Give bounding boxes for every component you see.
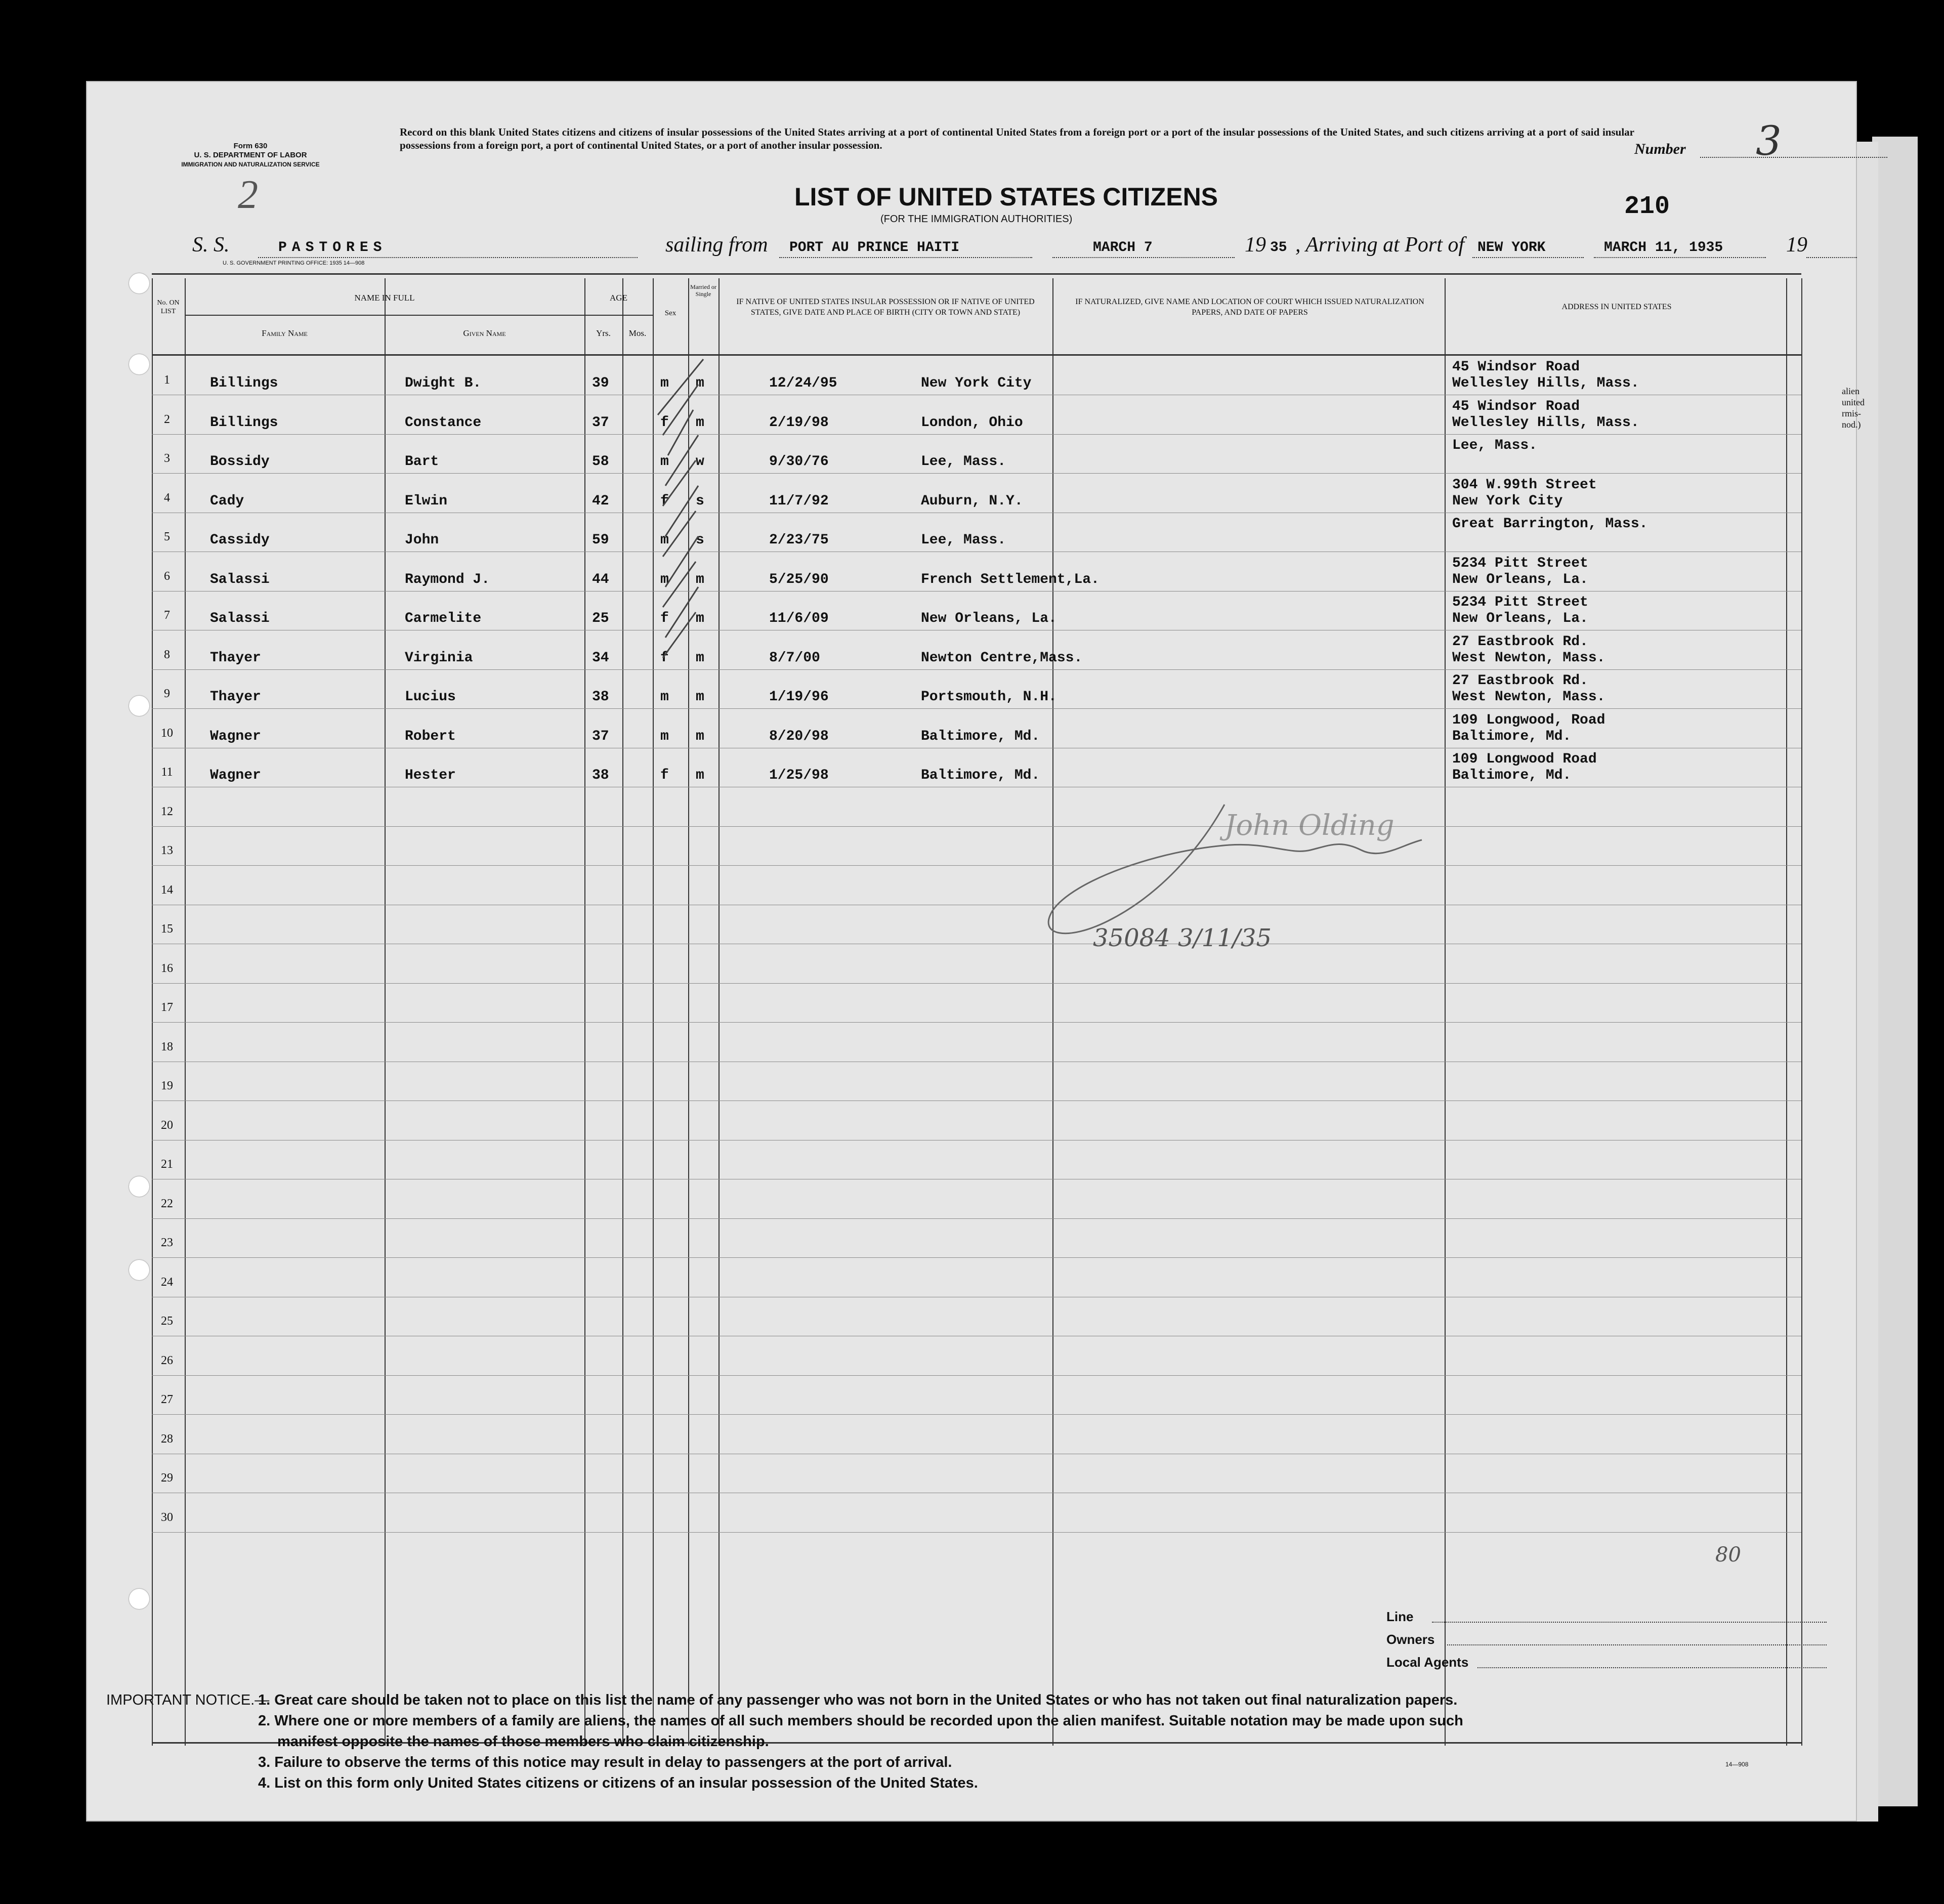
row-rule bbox=[152, 826, 1801, 827]
given-name: Dwight B. bbox=[405, 375, 482, 391]
footer-code: 14—908 bbox=[1725, 1761, 1749, 1768]
handwritten-page-count: 80 bbox=[1715, 1543, 1741, 1567]
sex: f bbox=[660, 414, 669, 431]
address-line-2: Baltimore, Md. bbox=[1452, 728, 1572, 744]
age-years: 34 bbox=[592, 650, 609, 666]
family-name: Thayer bbox=[210, 689, 261, 705]
header-address: ADDRESS IN UNITED STATES bbox=[1561, 303, 1672, 311]
sailing-from-label: sailing from bbox=[665, 233, 768, 257]
row-number: 4 bbox=[164, 491, 170, 504]
binder-hole bbox=[129, 1176, 149, 1197]
given-name: Raymond J. bbox=[405, 571, 490, 587]
given-name: Elwin bbox=[405, 493, 448, 509]
sex: f bbox=[660, 493, 669, 509]
address-line-1: 27 Eastbrook Rd. bbox=[1452, 673, 1588, 689]
sex: m bbox=[660, 728, 669, 744]
marital-status: m bbox=[696, 571, 704, 587]
birth-place: Baltimore, Md. bbox=[921, 768, 1040, 783]
row-rule bbox=[152, 865, 1801, 866]
notice-item-3: 3. Failure to observe the terms of this notice may result in delay to passengers at the port of arrival. bbox=[258, 1754, 952, 1770]
given-name: Virginia bbox=[405, 650, 473, 666]
sex: m bbox=[660, 532, 669, 548]
birth-place: French Settlement,La. bbox=[921, 571, 1100, 587]
birth-place: Baltimore, Md. bbox=[921, 728, 1040, 744]
given-name: Hester bbox=[405, 768, 456, 783]
header-name-in-full: NAME IN FULL bbox=[354, 293, 415, 303]
birth-place: Newton Centre,Mass. bbox=[921, 650, 1083, 666]
arriving-label: , Arriving at Port of bbox=[1295, 233, 1465, 257]
address-line-1: Great Barrington, Mass. bbox=[1452, 516, 1648, 532]
sex: m bbox=[660, 689, 669, 705]
notice-item-2-cont: manifest opposite the names of those members who claim citizenship. bbox=[277, 1733, 769, 1750]
address-line-2: West Newton, Mass. bbox=[1452, 689, 1605, 705]
row-number: 11 bbox=[161, 766, 173, 779]
birth-date: 8/20/98 bbox=[769, 728, 829, 744]
marital-status: m bbox=[696, 414, 704, 431]
row-number: 12 bbox=[161, 805, 173, 818]
age-years: 42 bbox=[592, 493, 609, 509]
birth-date: 11/7/92 bbox=[769, 493, 829, 509]
header-given-name: Given Name bbox=[463, 328, 506, 338]
birth-date: 2/19/98 bbox=[769, 414, 829, 431]
row-number: 17 bbox=[161, 1001, 173, 1014]
page-title: LIST OF UNITED STATES CITIZENS bbox=[794, 183, 1218, 211]
row-number: 18 bbox=[161, 1040, 173, 1053]
service-name: IMMIGRATION AND NATURALIZATION SERVICE bbox=[181, 161, 320, 168]
age-years: 39 bbox=[592, 375, 609, 391]
birth-place: Auburn, N.Y. bbox=[921, 493, 1023, 509]
address-line-2: Baltimore, Md. bbox=[1452, 768, 1572, 783]
row-rule bbox=[152, 708, 1801, 709]
family-name: Wagner bbox=[210, 768, 261, 783]
family-name: Wagner bbox=[210, 728, 261, 744]
address-line-1: 109 Longwood, Road bbox=[1452, 712, 1605, 728]
row-rule bbox=[152, 1218, 1801, 1219]
address-line-2: New York City bbox=[1452, 493, 1563, 509]
row-number: 14 bbox=[161, 883, 173, 897]
address-line-1: 27 Eastbrook Rd. bbox=[1452, 633, 1588, 650]
address-line-2: New Orleans, La. bbox=[1452, 611, 1588, 626]
form-identifier bbox=[139, 142, 362, 169]
handwritten-stamp-text: 35084 3/11/35 bbox=[1093, 924, 1272, 952]
binder-hole bbox=[129, 354, 149, 374]
address-line-2: Wellesley Hills, Mass. bbox=[1452, 414, 1639, 431]
birth-place: Lee, Mass. bbox=[921, 532, 1006, 548]
row-rule bbox=[152, 1375, 1801, 1376]
side-note bbox=[1842, 386, 1865, 430]
side-note-line: rmis- bbox=[1842, 408, 1861, 418]
date-to: MARCH 11, 1935 bbox=[1604, 240, 1723, 256]
page-subtitle: (FOR THE IMMIGRATION AUTHORITIES) bbox=[880, 214, 1073, 225]
row-number: 26 bbox=[161, 1353, 173, 1367]
year-prefix: 19 bbox=[1245, 233, 1266, 257]
row-rule bbox=[152, 1414, 1801, 1415]
year-prefix-2: 19 bbox=[1786, 233, 1807, 257]
address-line-1: 5234 Pitt Street bbox=[1452, 595, 1588, 610]
number-line bbox=[1700, 157, 1887, 158]
age-years: 25 bbox=[592, 611, 609, 626]
marital-status: m bbox=[696, 728, 704, 744]
birth-place: Lee, Mass. bbox=[921, 454, 1006, 470]
corner-handwritten-mark: 2 bbox=[238, 173, 258, 217]
age-years: 44 bbox=[592, 571, 609, 587]
family-name: Thayer bbox=[210, 650, 261, 666]
side-note-line: nod.) bbox=[1842, 419, 1861, 430]
header-family-name: Family Name bbox=[262, 328, 308, 338]
marital-status: m bbox=[696, 689, 704, 705]
signature-text: John Olding bbox=[1224, 809, 1394, 842]
age-years: 59 bbox=[592, 532, 609, 548]
address-line-1: 45 Windsor Road bbox=[1452, 398, 1580, 414]
number-label: Number bbox=[1634, 141, 1686, 157]
underlying-sheet bbox=[1872, 137, 1918, 1806]
row-number: 24 bbox=[161, 1275, 173, 1289]
row-rule bbox=[152, 669, 1801, 670]
birth-date: 12/24/95 bbox=[769, 375, 837, 391]
family-name: Salassi bbox=[210, 571, 270, 587]
row-number: 3 bbox=[164, 452, 170, 465]
row-number: 20 bbox=[161, 1118, 173, 1132]
record-instructions: Record on this blank United States citizens and citizens of insular possessions of the United States arriving at a port of continental United States from a foreign port or a port of the insular possessions of the United States, and such citizens arriving at a port of said insular possessions from a foreign port, a port of continental United States, or a port of another insular possession. bbox=[400, 126, 1634, 151]
family-name: Cady bbox=[210, 493, 244, 509]
header-sex: Sex bbox=[664, 309, 677, 317]
handwritten-signature bbox=[1007, 769, 1513, 982]
row-number: 23 bbox=[161, 1236, 173, 1249]
form-number: Form 630 bbox=[233, 142, 268, 150]
manifest-sheet bbox=[86, 81, 1857, 1822]
row-number: 28 bbox=[161, 1432, 173, 1446]
sex: f bbox=[660, 650, 669, 666]
age-years: 37 bbox=[592, 728, 609, 744]
age-years: 38 bbox=[592, 689, 609, 705]
family-name: Salassi bbox=[210, 611, 270, 626]
row-rule bbox=[152, 1532, 1801, 1533]
footer-agents-label: Local Agents bbox=[1386, 1655, 1469, 1670]
family-name: Cassidy bbox=[210, 532, 270, 548]
row-number: 22 bbox=[161, 1197, 173, 1210]
header-naturalized: IF NATURALIZED, GIVE NAME AND LOCATION OF COURT WHICH ISSUED NATURALIZATION PAPERS, AND DATE OF PAPERS bbox=[1075, 298, 1424, 317]
number-value: 3 bbox=[1756, 117, 1782, 164]
birth-date: 1/25/98 bbox=[769, 768, 829, 783]
marital-status: s bbox=[696, 493, 704, 509]
row-rule bbox=[152, 1257, 1801, 1258]
header-married-single: Married or Single bbox=[690, 283, 716, 298]
address-line-2: West Newton, Mass. bbox=[1452, 650, 1605, 666]
birth-place: London, Ohio bbox=[921, 414, 1023, 431]
given-name: Carmelite bbox=[405, 611, 482, 626]
side-note-line: alien bbox=[1842, 386, 1860, 396]
row-number: 19 bbox=[161, 1079, 173, 1092]
binder-hole bbox=[129, 1260, 149, 1280]
marital-status: m bbox=[696, 375, 704, 391]
notice-item-2: 2. Where one or more members of a family are aliens, the names of all such members should be recorded upon the alien manifest. Suitable notation may be made upon such bbox=[258, 1713, 1463, 1729]
marital-status: w bbox=[696, 454, 704, 470]
marital-status: s bbox=[696, 532, 704, 548]
footer-owners-label: Owners bbox=[1386, 1632, 1435, 1647]
footer-line-label: Line bbox=[1386, 1609, 1414, 1624]
marital-status: m bbox=[696, 650, 704, 666]
address-line-1: 304 W.99th Street bbox=[1452, 477, 1597, 493]
row-number: 7 bbox=[164, 609, 170, 622]
side-note-line: united bbox=[1842, 397, 1865, 407]
printer-line: U. S. GOVERNMENT PRINTING OFFICE: 1935 14—908 bbox=[223, 260, 365, 266]
header-mos: Mos. bbox=[628, 328, 647, 338]
birth-place: New Orleans, La. bbox=[921, 611, 1057, 626]
port-from: PORT AU PRINCE HAITI bbox=[789, 240, 960, 256]
sex: f bbox=[660, 611, 669, 626]
row-number: 15 bbox=[161, 922, 173, 936]
birth-place: New York City bbox=[921, 375, 1032, 391]
ship-line bbox=[192, 233, 1862, 263]
row-number: 25 bbox=[161, 1315, 173, 1328]
family-name: Bossidy bbox=[210, 454, 270, 470]
stamped-number: 210 bbox=[1624, 192, 1670, 221]
birth-date: 9/30/76 bbox=[769, 454, 829, 470]
row-number: 6 bbox=[164, 569, 170, 583]
sex: m bbox=[660, 375, 669, 391]
sex: m bbox=[660, 571, 669, 587]
ship-name: PASTORES bbox=[278, 240, 387, 256]
port-to: NEW YORK bbox=[1477, 240, 1546, 256]
marital-status: m bbox=[696, 768, 704, 783]
row-number: 10 bbox=[161, 726, 173, 740]
department: U. S. DEPARTMENT OF LABOR bbox=[194, 151, 307, 159]
notice-lead: IMPORTANT NOTICE.— bbox=[106, 1692, 270, 1708]
birth-date: 2/23/75 bbox=[769, 532, 829, 548]
address-line-2: New Orleans, La. bbox=[1452, 571, 1588, 587]
date-from: MARCH 7 bbox=[1093, 240, 1153, 256]
given-name: Bart bbox=[405, 454, 439, 470]
row-number: 9 bbox=[164, 687, 170, 700]
checkmarks bbox=[643, 354, 719, 810]
family-name: Billings bbox=[210, 414, 278, 431]
given-name: John bbox=[405, 532, 439, 548]
address-line-1: Lee, Mass. bbox=[1452, 438, 1538, 453]
header-birth: IF NATIVE OF UNITED STATES INSULAR POSSESSION OR IF NATIVE OF UNITED STATES, GIVE DATE AND PLACE OF BIRTH (CITY OR TOWN AND STATE) bbox=[736, 298, 1035, 317]
row-number: 21 bbox=[161, 1158, 173, 1171]
year-suffix: 35 bbox=[1270, 240, 1287, 256]
row-rule bbox=[152, 1022, 1801, 1023]
row-rule bbox=[152, 983, 1801, 984]
row-number: 30 bbox=[161, 1510, 173, 1524]
row-number: 5 bbox=[164, 530, 170, 543]
notice-item-1: 1. Great care should be taken not to place on this list the name of any passenger who was not born in the United States or who has not taken out final naturalization papers. bbox=[258, 1692, 1458, 1708]
row-rule bbox=[152, 473, 1801, 474]
birth-date: 5/25/90 bbox=[769, 571, 829, 587]
binder-hole bbox=[129, 273, 149, 293]
binder-hole bbox=[129, 696, 149, 716]
given-name: Lucius bbox=[405, 689, 456, 705]
row-number: 16 bbox=[161, 961, 173, 975]
age-years: 38 bbox=[592, 768, 609, 783]
row-number: 8 bbox=[164, 648, 170, 661]
header-age: AGE bbox=[610, 293, 627, 303]
binder-hole bbox=[129, 1589, 149, 1609]
address-line-1: 45 Windsor Road bbox=[1452, 359, 1580, 375]
given-name: Robert bbox=[405, 728, 456, 744]
row-rule bbox=[152, 434, 1801, 435]
address-line-1: 5234 Pitt Street bbox=[1452, 555, 1588, 571]
birth-date: 1/19/96 bbox=[769, 689, 829, 705]
given-name: Constance bbox=[405, 414, 482, 431]
birth-date: 8/7/00 bbox=[769, 650, 820, 666]
age-years: 37 bbox=[592, 414, 609, 431]
header-no-on-list: No. ON LIST bbox=[157, 299, 180, 315]
row-number: 1 bbox=[164, 373, 170, 387]
sex: m bbox=[660, 454, 669, 470]
address-line-1: 109 Longwood Road bbox=[1452, 751, 1597, 767]
birth-date: 11/6/09 bbox=[769, 611, 829, 626]
sex: f bbox=[660, 768, 669, 783]
row-number: 2 bbox=[164, 412, 170, 426]
row-number: 29 bbox=[161, 1471, 173, 1485]
ss-label: S. S. bbox=[192, 233, 230, 257]
family-name: Billings bbox=[210, 375, 278, 391]
row-number: 27 bbox=[161, 1393, 173, 1406]
address-line-2: Wellesley Hills, Mass. bbox=[1452, 375, 1639, 391]
notice-item-4: 4. List on this form only United States citizens or citizens of an insular possession of the United States. bbox=[258, 1775, 978, 1791]
row-number: 13 bbox=[161, 844, 173, 857]
age-years: 58 bbox=[592, 454, 609, 470]
marital-status: m bbox=[696, 611, 704, 626]
header-yrs: Yrs. bbox=[596, 328, 611, 338]
birth-place: Portsmouth, N.H. bbox=[921, 689, 1057, 705]
